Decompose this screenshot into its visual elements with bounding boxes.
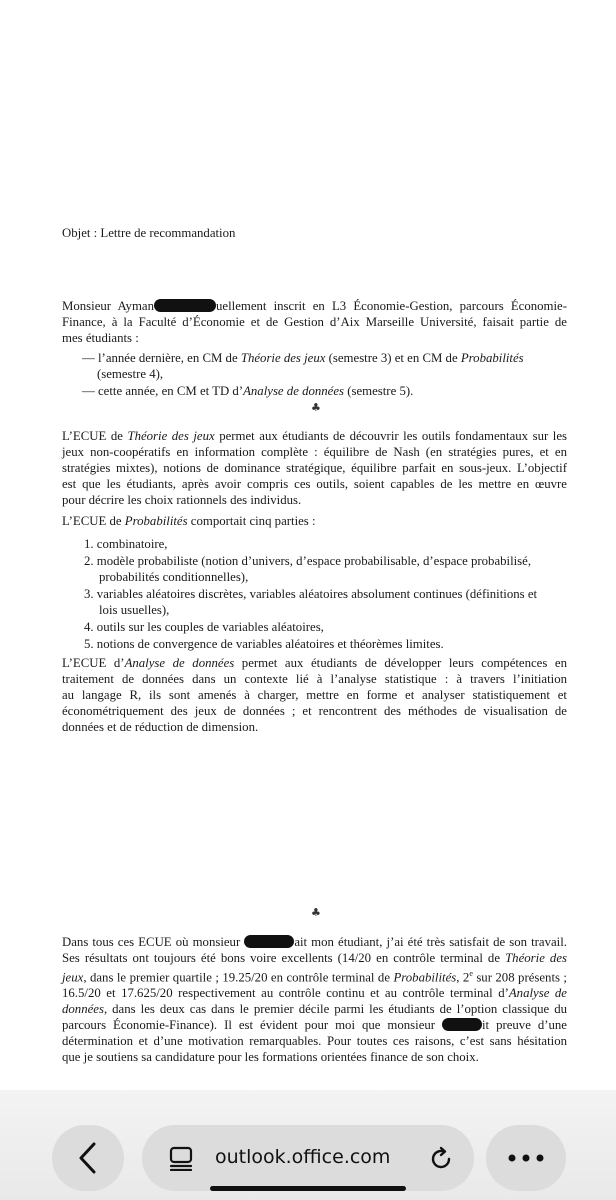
conclusion-line-5: données, dans les deux cas dans le premier décile parmi les étudiants de l’option classique du (62, 1002, 567, 1017)
home-indicator[interactable] (210, 1186, 406, 1191)
conclusion-line-3: jeux, dans le premier quartile ; 19.25/20 en contrôle terminal de Probabilités, 2e sur 208 présents ; (62, 969, 567, 985)
proba-item-3: 3. variables aléatoires discrètes, variables aléatoires absolument continues (définitions et (84, 587, 538, 601)
proba-item-5: 5. notions de convergence de variables aléatoires et théorèmes limites. (84, 637, 444, 651)
course-item-2: — cette année, en CM et TD d’Analyse de données (semestre 5). (82, 384, 414, 398)
intro-line-2: Finance, à la Faculté d’Économie et de Gestion d’Aix Marseille Université, faisait partie de (62, 315, 567, 329)
analyse-line-3: au langage R, ils sont amenés à charger, mettre en forme et analyser statistiquement et (62, 688, 567, 702)
theorie-line-1: L’ECUE de Théorie des jeux permet aux étudiants de découvrir les outils fondamentaux sur les (62, 429, 567, 443)
theorie-line-2: jeux non-coopératifs en information complète : équilibre de Nash (en stratégies pures, et en (62, 445, 567, 459)
intro-line-3: mes étudiants : (62, 331, 139, 345)
theorie-line-5: pour décrire les choix rationnels des individus. (62, 493, 302, 507)
back-chevron-icon (76, 1141, 100, 1175)
course-item-1-cont: (semestre 4), (97, 367, 164, 381)
theorie-line-3: stratégies mixtes), notions de dominance stratégique, équilibre parfait en sous-jeux. L’objectif (62, 461, 567, 475)
intro-paragraph (62, 298, 567, 346)
page-settings-icon[interactable] (168, 1145, 194, 1171)
analyse-line-4: économétriquement des jeux de données ; et rencontrent des méthodes de visualisation de (62, 704, 567, 718)
club-separator-icon: ♣ (311, 401, 321, 414)
more-button[interactable] (486, 1125, 566, 1191)
analyse-line-1: L’ECUE d’Analyse de données permet aux étudiants de développer leurs compétences en (62, 656, 567, 670)
conclusion-line-1: Dans tous ces ECUE où monsieur ait mon étudiant, j’ai été très satisfait de son travail. (62, 935, 567, 949)
proba-intro: L’ECUE de Probabilités comportait cinq parties : (62, 514, 316, 528)
back-button[interactable] (52, 1125, 124, 1191)
redacted-name (154, 299, 216, 312)
analyse-line-5: données et de réduction de dimension. (62, 720, 259, 734)
conclusion-line-4: 16.5/20 et 17.625/20 respectivement au contrôle continu et au contrôle terminal d’Analyse de (62, 986, 567, 1001)
conclusion-line-6: parcours Économie-Finance). Il est évident pour moi que monsieur it preuve d’une (62, 1018, 567, 1033)
url-text[interactable]: outlook.office.com (215, 1146, 391, 1168)
intro-line-1: Monsieur Ayman uellement inscrit en L3 Économie-Gestion, parcours Économie- (62, 299, 567, 313)
proba-item-2: 2. modèle probabiliste (notion d’univers, d’espace probabilisable, d’espace probabilisé, (84, 554, 532, 568)
analyse-paragraph (62, 655, 567, 735)
theorie-line-4: est que les étudiants, après avoir compris ces outils, soient capables de les mettre en œuvre (62, 477, 567, 491)
object-line: Objet : Lettre de recommandation (62, 226, 236, 240)
course-item-1: — l’année dernière, en CM de Théorie des jeux (semestre 3) et en CM de Probabilités (82, 351, 524, 365)
more-dots-icon (506, 1153, 546, 1163)
proba-item-3-cont: lois usuelles), (99, 603, 170, 617)
proba-item-2-cont: probabilités conditionnelles), (99, 570, 249, 584)
analyse-line-2: traitement de données dans un contexte lié à l’analyse statistique : à travers l’initiation (62, 672, 567, 686)
proba-item-4: 4. outils sur les couples de variables aléatoires, (84, 620, 324, 634)
conclusion-line-7: détermination et d’une motivation remarquables. Pour toutes ces raisons, c’est sans hésitation (62, 1034, 567, 1049)
theorie-paragraph (62, 428, 567, 508)
conclusion-paragraph (62, 934, 567, 1065)
address-bar[interactable] (142, 1125, 474, 1191)
redacted-name-3 (442, 1018, 482, 1031)
redacted-name-2 (244, 935, 294, 948)
reload-icon[interactable] (427, 1145, 455, 1173)
conclusion-line-8: que je soutiens sa candidature pour les formations orientées finance de son choix. (62, 1050, 479, 1065)
club-separator-icon-2: ♣ (311, 906, 321, 919)
conclusion-line-2: Ses résultats ont toujours été bons voire excellents (14/20 en contrôle terminal de Théorie des (62, 951, 567, 965)
proba-item-1: 1. combinatoire, (84, 537, 168, 551)
